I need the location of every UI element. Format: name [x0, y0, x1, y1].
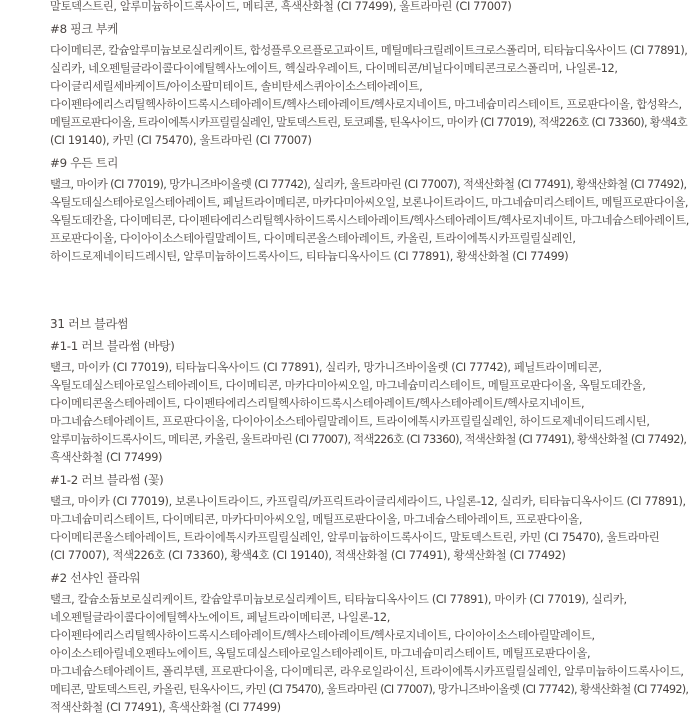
product-31-section — [50, 315, 690, 717]
ingredient-line: 옥틸도데칸올, 다이메티콘, 다이펜타에리스리틸헥사하이드록시스테아레이트/헥사스테아레이트/헥사로지네이트, 마그네슘스테아레이트, — [50, 214, 689, 227]
previous-shade-tail — [50, 0, 690, 16]
shade-8-heading: #8 핑크 부케 — [50, 22, 119, 36]
ingredient-line: 다이메티콘올스테아레이트, 트라이에톡시카프릴릴실레인, 알루미늄하이드록사이드, 말토덱스트린, 카민 (CI 75470), 울트라마린 — [50, 531, 660, 544]
ingredient-line: 메티콘, 말토덱스트린, 카올린, 틴옥사이드, 카민 (CI 75470), 울트라마린 (CI 77007), 망가니즈바이올렛 (CI 77742), 황색산화철 (CI 77492), — [50, 683, 689, 696]
shade-9-heading: #9 우든 트리 — [50, 156, 119, 170]
ingredient-line: 적색산화철 (CI 77491), 흑색산화철 (CI 77499) — [50, 701, 281, 714]
ingredient-line: 탤크, 마이카 (CI 77019), 티타늄디옥사이드 (CI 77891), 실리카, 망가니즈바이올렛 (CI 77742), 페닐트라이메티콘, — [50, 361, 602, 374]
product-31-heading: 31 러브 블라썸 — [50, 317, 129, 331]
ingredient-line: 알루미늄하이드록사이드, 메티콘, 카올린, 울트라마린 (CI 77007), 적색226호 (CI 73360), 적색산화철 (CI 77491), 황색산화철 (CI 77492), — [50, 433, 687, 446]
ingredient-line: 다이펜타에리스리틸헥사하이드록시스테아레이트/헥사스테아레이트/헥사로지네이트, 마그네슘미리스테이트, 프로판다이올, 합성왁스, — [50, 98, 682, 111]
ingredient-line: 흑색산화철 (CI 77499) — [50, 451, 163, 464]
shade-1-1-heading: #1-1 러브 블라썸 (바탕) — [50, 339, 175, 353]
ingredient-line: 말토덱스트린, 알루미늄하이드록사이드, 메티콘, 흑색산화철 (CI 77499), 울트라마린 (CI 77007) — [50, 0, 512, 13]
shade-2-heading: #2 선샤인 플라워 — [50, 571, 141, 585]
shade-9-section — [50, 154, 690, 266]
ingredient-line: 프로판다이올, 다이아이소스테아릴말레이트, 다이메티콘올스테아레이트, 카올린, 트라이에톡시카프릴릴실레인, — [50, 232, 576, 245]
ingredient-line: 마그네슘미리스테이트, 다이메티콘, 마카다미아씨오일, 메틸프로판다이올, 마그네슘스테아레이트, 프로판다이올, — [50, 513, 583, 526]
ingredient-line: 네오펜틸글라이콜다이에틸헥사노에이트, 페닐트라이메티콘, 나일론-12, — [50, 611, 390, 624]
ingredient-line: 마그네슘스테아레이트, 프로판다이올, 다이아이소스테아릴말레이트, 트라이에톡시카프릴릴실레인, 하이드로제네이티드레시틴, — [50, 415, 650, 428]
ingredient-line: 다이펜타에리스리틸헥사하이드록시스테아레이트/헥사스테아레이트/헥사로지네이트, 다이아이소스테아릴말레이트, — [50, 629, 595, 642]
ingredient-line: 탤크, 마이카 (CI 77019), 보론나이트라이드, 카프릴릭/카프릭트라이글리세라이드, 나일론-12, 실리카, 티타늄디옥사이드 (CI 77891), — [50, 495, 686, 508]
ingredient-line: 마그네슘스테아레이트, 폴리부텐, 프로판다이올, 다이메티콘, 라우로일라이신, 트라이에톡시카프릴릴실레인, 알루미늄하이드록사이드, — [50, 665, 684, 678]
ingredient-line: (CI 19140), 카민 (CI 75470), 울트라마린 (CI 77007) — [50, 134, 312, 147]
ingredient-line: 실리카, 네오펜틸글라이콜다이에틸헥사노에이트, 헥실라우레이트, 다이메티콘/비닐다이메티콘크로스폴리머, 나일론-12, — [50, 62, 618, 75]
ingredient-line: 옥틸도데실스테아로일스테아레이트, 페닐트라이메티콘, 마카다미아씨오일, 보론나이트라이드, 마그네슘미리스테이트, 메틸프로판다이올, — [50, 196, 688, 209]
ingredient-line: 하이드로제네이티드레시틴, 알루미늄하이드록사이드, 티타늄디옥사이드 (CI 77891), 황색산화철 (CI 77499) — [50, 250, 569, 263]
ingredient-line: 다이글리세릴세바케이트/아이소팔미테이트, 솔비탄세스퀴아이소스테아레이트, — [50, 80, 423, 93]
ingredient-line: (CI 77007), 적색226호 (CI 73360), 황색4호 (CI 19140), 적색산화철 (CI 77491), 황색산화철 (CI 77492) — [50, 549, 566, 562]
ingredients-document — [50, 0, 690, 717]
shade-1-2-heading: #1-2 러브 블라썸 (꽃) — [50, 473, 164, 487]
ingredient-line: 탤크, 마이카 (CI 77019), 망가니즈바이올렛 (CI 77742), 실리카, 울트라마린 (CI 77007), 적색산화철 (CI 77491), 황색산화철 (CI 77492), — [50, 178, 687, 191]
ingredient-line: 메틸프로판다이올, 트라이에톡시카프릴릴실레인, 말토덱스트린, 토코페롤, 틴옥사이드, 마이카 (CI 77019), 적색226호 (CI 73360), 황색4호 — [50, 116, 687, 129]
ingredient-line: 옥틸도데실스테아로일스테아레이트, 다이메티콘, 마카다미아씨오일, 마그네슘미리스테이트, 메틸프로판다이올, 옥틸도데칸올, — [50, 379, 646, 392]
ingredient-line: 아이소스테아릴네오펜타노에이트, 옥틸도데실스테아로일스테아레이트, 마그네슘미리스테이트, 메틸프로판다이올, — [50, 647, 591, 660]
ingredient-line: 다이메티콘올스테아레이트, 다이펜타에리스리틸헥사하이드록시스테아레이트/헥사스테아레이트/헥사로지네이트, — [50, 397, 585, 410]
shade-8-section — [50, 20, 690, 150]
ingredient-line: 탤크, 칼슘소듐보로실리케이트, 칼슘알루미늄보로실리케이트, 티타늄디옥사이드 (CI 77891), 마이카 (CI 77019), 실리카, — [50, 593, 627, 606]
ingredient-line: 다이메티콘, 칼슘알루미늄보로실리케이트, 합성플루오르플로고파이트, 메틸메타크릴레이트크로스폴리머, 티타늄디옥사이드 (CI 77891), — [50, 44, 688, 57]
